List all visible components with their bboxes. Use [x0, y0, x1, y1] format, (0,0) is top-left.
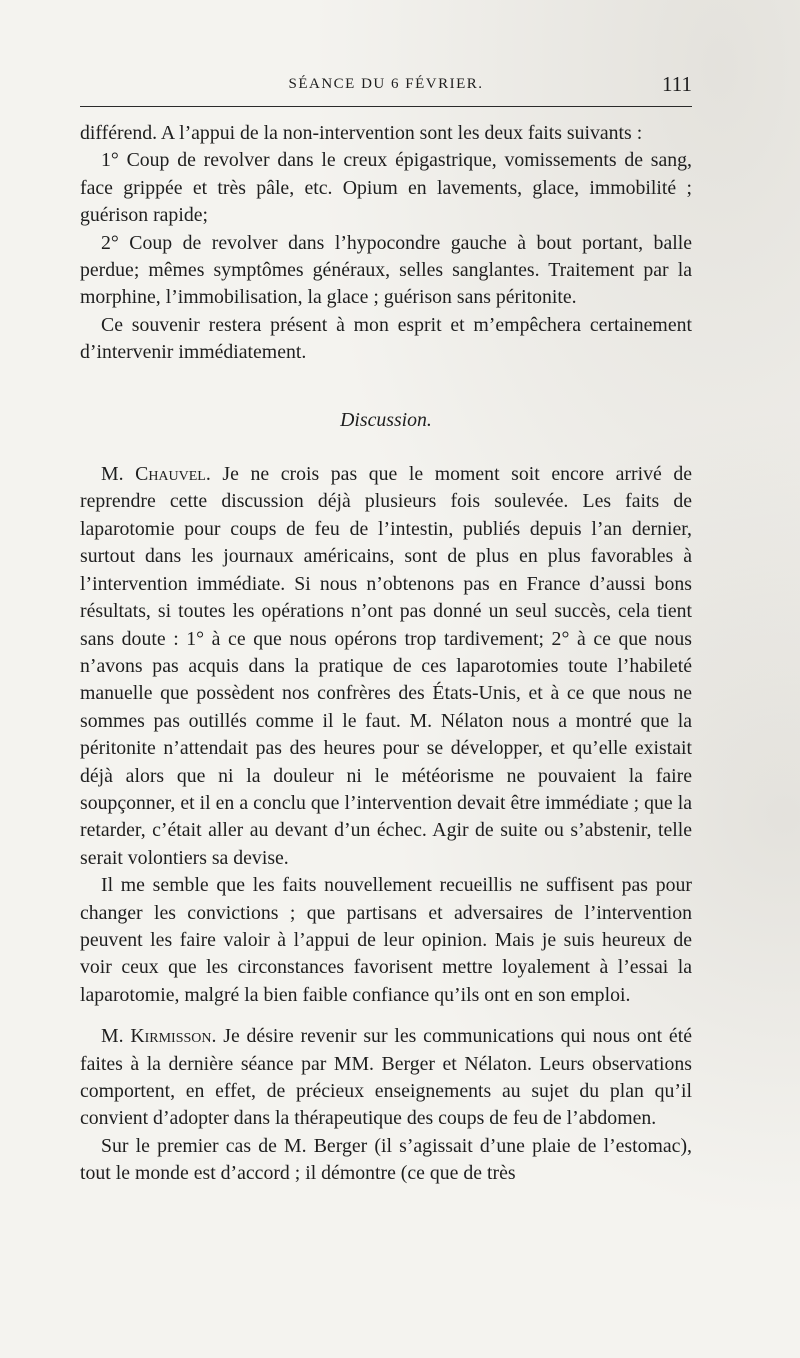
section-title: Discussion. — [340, 408, 432, 431]
page-header — [80, 72, 692, 100]
running-head: SÉANCE DU 6 FÉVRIER. — [288, 76, 484, 92]
speaker-name: M. Chauvel. — [101, 463, 211, 486]
paragraph-berger: Sur le premier cas de M. Berger (il s’agissait d’une plaie de l’estomac), tout le monde est d’accord ; il démontre (ce que de très — [80, 1134, 692, 1185]
body-text — [80, 120, 692, 1188]
paragraph-kirmisson — [80, 1023, 692, 1133]
speaker-name: M. Kirmisson. — [101, 1025, 217, 1048]
paragraph-chauvel — [80, 461, 692, 872]
paragraph-intro: différend. A l’appui de la non-intervention sont les deux faits suivants : — [80, 122, 643, 144]
page-number: 111 — [662, 72, 692, 96]
paragraph-text: Je désire revenir sur les communications qui nous ont été faites à la dernière séance par MM. Berger et Nélaton. Leurs observations comportent, en effet, de précieux enseignements au sujet du plan qu’il convient d’adopter dans la thérapeutique des coups de feu de l’abdomen. — [80, 1025, 692, 1130]
header-rule — [80, 106, 692, 107]
paragraph-conclusion: Ce souvenir restera présent à mon esprit et m’empêchera certainement d’intervenir immédiatement. — [80, 313, 692, 364]
paragraph-text: Je ne crois pas que le moment soit encore arrivé de reprendre cette discussion déjà plusieurs fois soulevée. Les faits de laparotomie pour coups de feu de l’intestin, publiés depuis l’an dernier, surtout dans les journaux américains, sont de plus en plus favorables à l’intervention immédiate. Si nous n’obtenons pas en France d’aussi bons résultats, si toutes les opérations n’ont pas donné un seul succès, cela tient sans doute : 1° à ce que nous opérons trop tardivement; 2° à ce que nous n’avons pas acquis dans la pratique de ces laparotomies toute l’habileté manuelle que possèdent nos confrères des États-Unis, et à ce que nous ne sommes pas outillés comme il le faut. M. Nélaton nous a montré que la péritonite n’attendait pas des heures pour se développer, et qu’elle existait déjà alors que ni la douleur ni le météorisme ne pouvaient la faire soupçonner, et il en a conclu que l’intervention devait être immédiate ; que la retarder, c’était aller au devant d’un échec. Agir de suite ou s’abstenir, telle serait volontiers sa devise. — [80, 463, 692, 869]
paragraph-case-1: 1° Coup de revolver dans le creux épigastrique, vomissements de sang, face grippée et très pâle, etc. Opium en lavements, glace, immobilité ; guérison rapide; — [80, 149, 692, 227]
paragraph-case-2: 2° Coup de revolver dans l’hypocondre gauche à bout portant, balle perdue; mêmes symptômes généraux, selles sanglantes. Traitement par la morphine, l’immobilisation, la glace ; guérison sans péritonite. — [80, 231, 692, 309]
paragraph-chauvel-2: Il me semble que les faits nouvellement recueillis ne suffisent pas pour changer les convictions ; que partisans et adversaires de l’intervention peuvent les faire valoir à l’appui de leur opinion. Mais je suis heureux de voir ceux que les circonstances favorisent mettre loyalement à l’essai la laparotomie, malgré la bien faible confiance qu’ils ont en son emploi. — [80, 874, 692, 1006]
